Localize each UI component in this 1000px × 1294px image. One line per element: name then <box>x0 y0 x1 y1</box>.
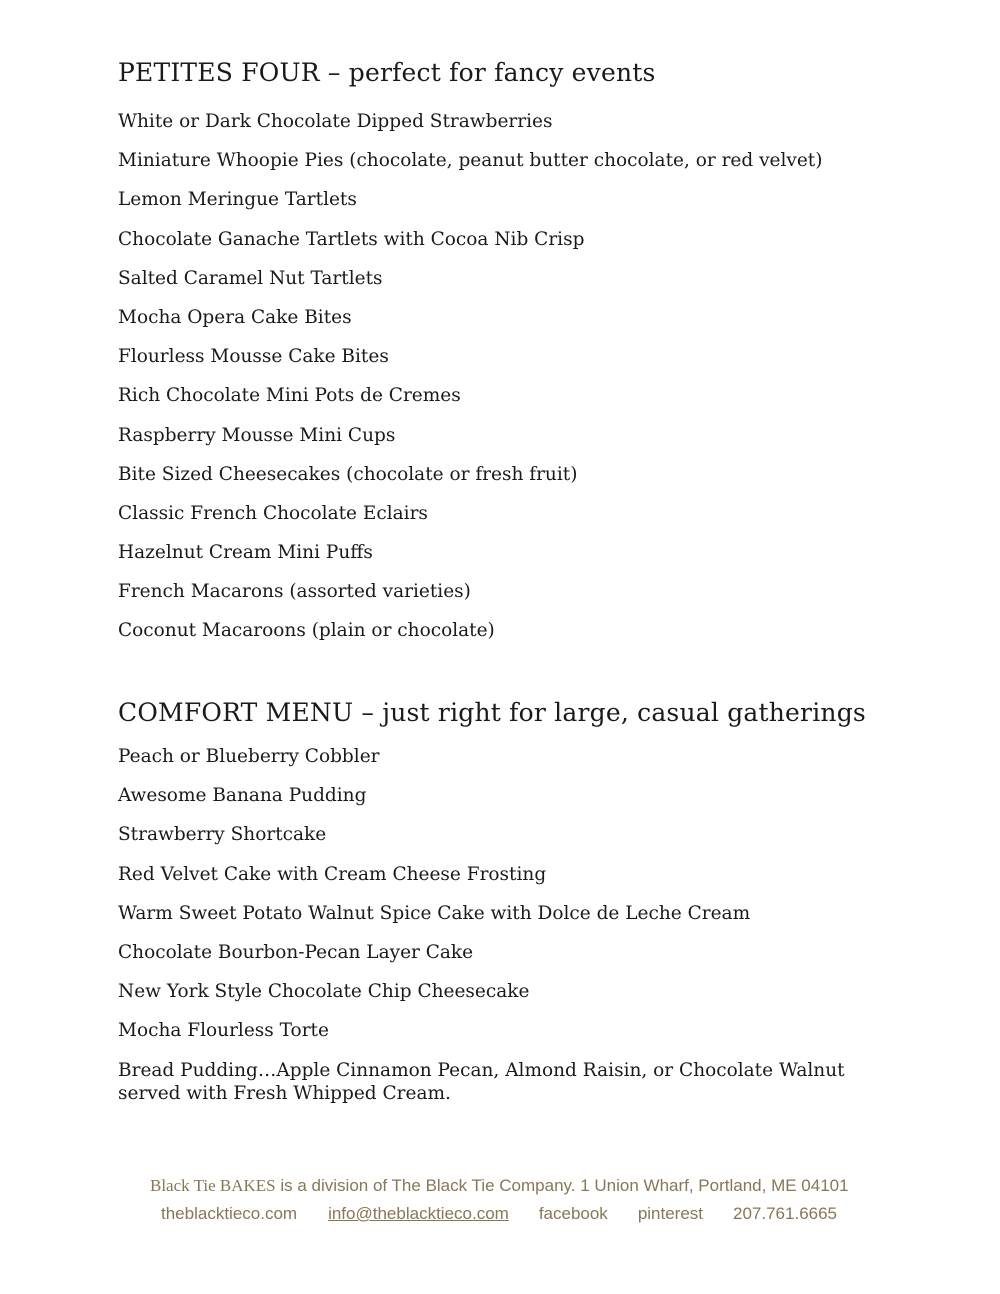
list-item: Bread Pudding…Apple Cinnamon Pecan, Almond Raisin, or Chocolate Walnut served with Fresh Whipped Cream. <box>118 1059 845 1104</box>
pinterest-link[interactable]: pinterest <box>637 1204 704 1223</box>
list-item: French Macarons (assorted varieties) <box>118 581 471 603</box>
list-item: New York Style Chocolate Chip Cheesecake <box>118 981 530 1003</box>
footer-division-text: is a division of The Black Tie Company. 1 Union Wharf, Portland, ME 04101 <box>275 1176 849 1195</box>
list-item: Hazelnut Cream Mini Puffs <box>118 542 373 564</box>
email-link[interactable]: info@theblacktieco.com <box>328 1204 509 1223</box>
petites-four-heading: PETITES FOUR – perfect for fancy events <box>118 58 656 87</box>
comfort-menu-list <box>118 745 898 1105</box>
list-item: Strawberry Shortcake <box>118 824 327 846</box>
list-item: Bite Sized Cheesecakes (chocolate or fresh fruit) <box>118 463 578 485</box>
petites-four-list <box>118 110 898 659</box>
footer-links <box>161 1204 837 1224</box>
list-item: Warm Sweet Potato Walnut Spice Cake with Dolce de Leche Cream <box>118 902 751 924</box>
comfort-menu-heading: COMFORT MENU – just right for large, casual gatherings <box>118 698 866 727</box>
list-item: Mocha Flourless Torte <box>118 1020 329 1042</box>
list-item: Flourless Mousse Cake Bites <box>118 346 389 368</box>
list-item: Awesome Banana Pudding <box>118 785 367 807</box>
phone-number[interactable]: 207.761.6665 <box>733 1204 838 1223</box>
footer-brand: Black Tie BAKES <box>150 1176 276 1195</box>
list-item: Salted Caramel Nut Tartlets <box>118 267 383 289</box>
website-link[interactable]: theblacktieco.com <box>161 1204 298 1223</box>
facebook-link[interactable]: facebook <box>538 1204 608 1223</box>
list-item: Miniature Whoopie Pies (chocolate, peanut butter chocolate, or red velvet) <box>118 150 823 172</box>
list-item: Lemon Meringue Tartlets <box>118 189 357 211</box>
list-item: Classic French Chocolate Eclairs <box>118 502 428 524</box>
footer-company-line <box>0 1176 1000 1196</box>
list-item: Coconut Macaroons (plain or chocolate) <box>118 620 495 642</box>
list-item: Red Velvet Cake with Cream Cheese Frosting <box>118 863 547 885</box>
list-item: Chocolate Ganache Tartlets with Cocoa Nib Crisp <box>118 228 585 250</box>
list-item: Raspberry Mousse Mini Cups <box>118 424 396 446</box>
list-item: Chocolate Bourbon-Pecan Layer Cake <box>118 941 474 963</box>
list-item: White or Dark Chocolate Dipped Strawberries <box>118 111 553 132</box>
list-item: Mocha Opera Cake Bites <box>118 306 352 328</box>
list-item: Rich Chocolate Mini Pots de Cremes <box>118 385 461 407</box>
list-item: Peach or Blueberry Cobbler <box>118 746 380 767</box>
